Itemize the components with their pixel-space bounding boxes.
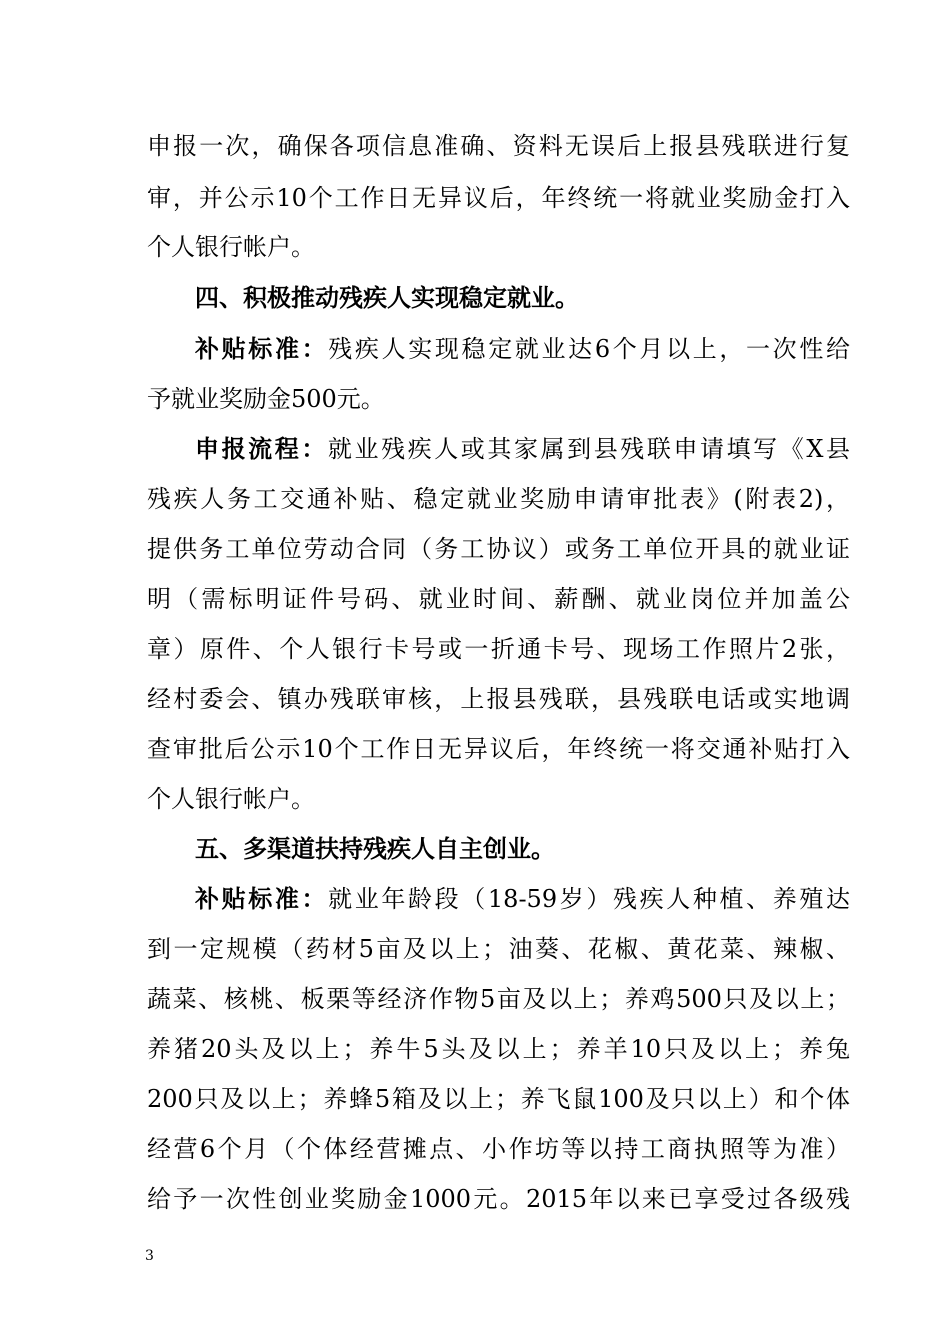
application-process-text: 就业残疾人或其家属到县残联申请填写《X县	[327, 435, 850, 463]
paragraph-line: 200只及以上；养蜂5箱及以上；养飞鼠100及只以上）和个体	[147, 1085, 850, 1113]
subsidy-standard-text: 就业年龄段（18-59岁）残疾人种植、养殖达	[328, 885, 850, 913]
subsidy-standard-label: 补贴标准：	[195, 884, 329, 913]
paragraph-line: 明（需标明证件号码、就业时间、薪酬、就业岗位并加盖公	[147, 585, 850, 613]
paragraph-line: 残疾人务工交通补贴、稳定就业奖励申请审批表》(附表2)，	[147, 485, 850, 513]
paragraph-line: 养猪20头及以上；养牛5头及以上；养羊10只及以上；养兔	[147, 1035, 850, 1063]
paragraph-line: 给予一次性创业奖励金1000元。2015年以来已享受过各级残	[147, 1185, 850, 1213]
paragraph-line	[195, 331, 850, 367]
paragraph-line: 个人银行帐户。	[147, 233, 315, 261]
paragraph-line: 提供务工单位劳动合同（务工协议）或务工单位开具的就业证	[147, 535, 850, 563]
page-number: 3	[145, 1248, 154, 1264]
paragraph-line	[195, 881, 850, 917]
paragraph-line: 经营6个月（个体经营摊点、小作坊等以持工商执照等为准）	[147, 1135, 850, 1163]
section-heading-5: 五、多渠道扶持残疾人自主创业。	[195, 834, 555, 863]
paragraph-line: 申报一次，确保各项信息准确、资料无误后上报县残联进行复	[147, 132, 850, 160]
paragraph-line: 个人银行帐户。	[147, 785, 315, 813]
paragraph-line: 章）原件、个人银行卡号或一折通卡号、现场工作照片2张，	[147, 635, 850, 663]
paragraph-line: 到一定规模（药材5亩及以上；油葵、花椒、黄花菜、辣椒、	[147, 935, 850, 963]
paragraph-line: 予就业奖励金500元。	[147, 385, 385, 413]
paragraph-line	[195, 431, 850, 467]
paragraph-line: 经村委会、镇办残联审核，上报县残联，县残联电话或实地调	[147, 685, 850, 713]
section-heading-4: 四、积极推动残疾人实现稳定就业。	[195, 283, 579, 312]
paragraph-line: 审，并公示10个工作日无异议后，年终统一将就业奖励金打入	[147, 184, 850, 212]
paragraph-line: 蔬菜、核桃、板栗等经济作物5亩及以上；养鸡500只及以上；	[147, 985, 850, 1013]
paragraph-line: 查审批后公示10个工作日无异议后，年终统一将交通补贴打入	[147, 735, 850, 763]
subsidy-standard-label: 补贴标准：	[195, 334, 329, 363]
subsidy-standard-text: 残疾人实现稳定就业达6个月以上，一次性给	[328, 335, 850, 363]
application-process-label: 申报流程：	[195, 434, 328, 463]
